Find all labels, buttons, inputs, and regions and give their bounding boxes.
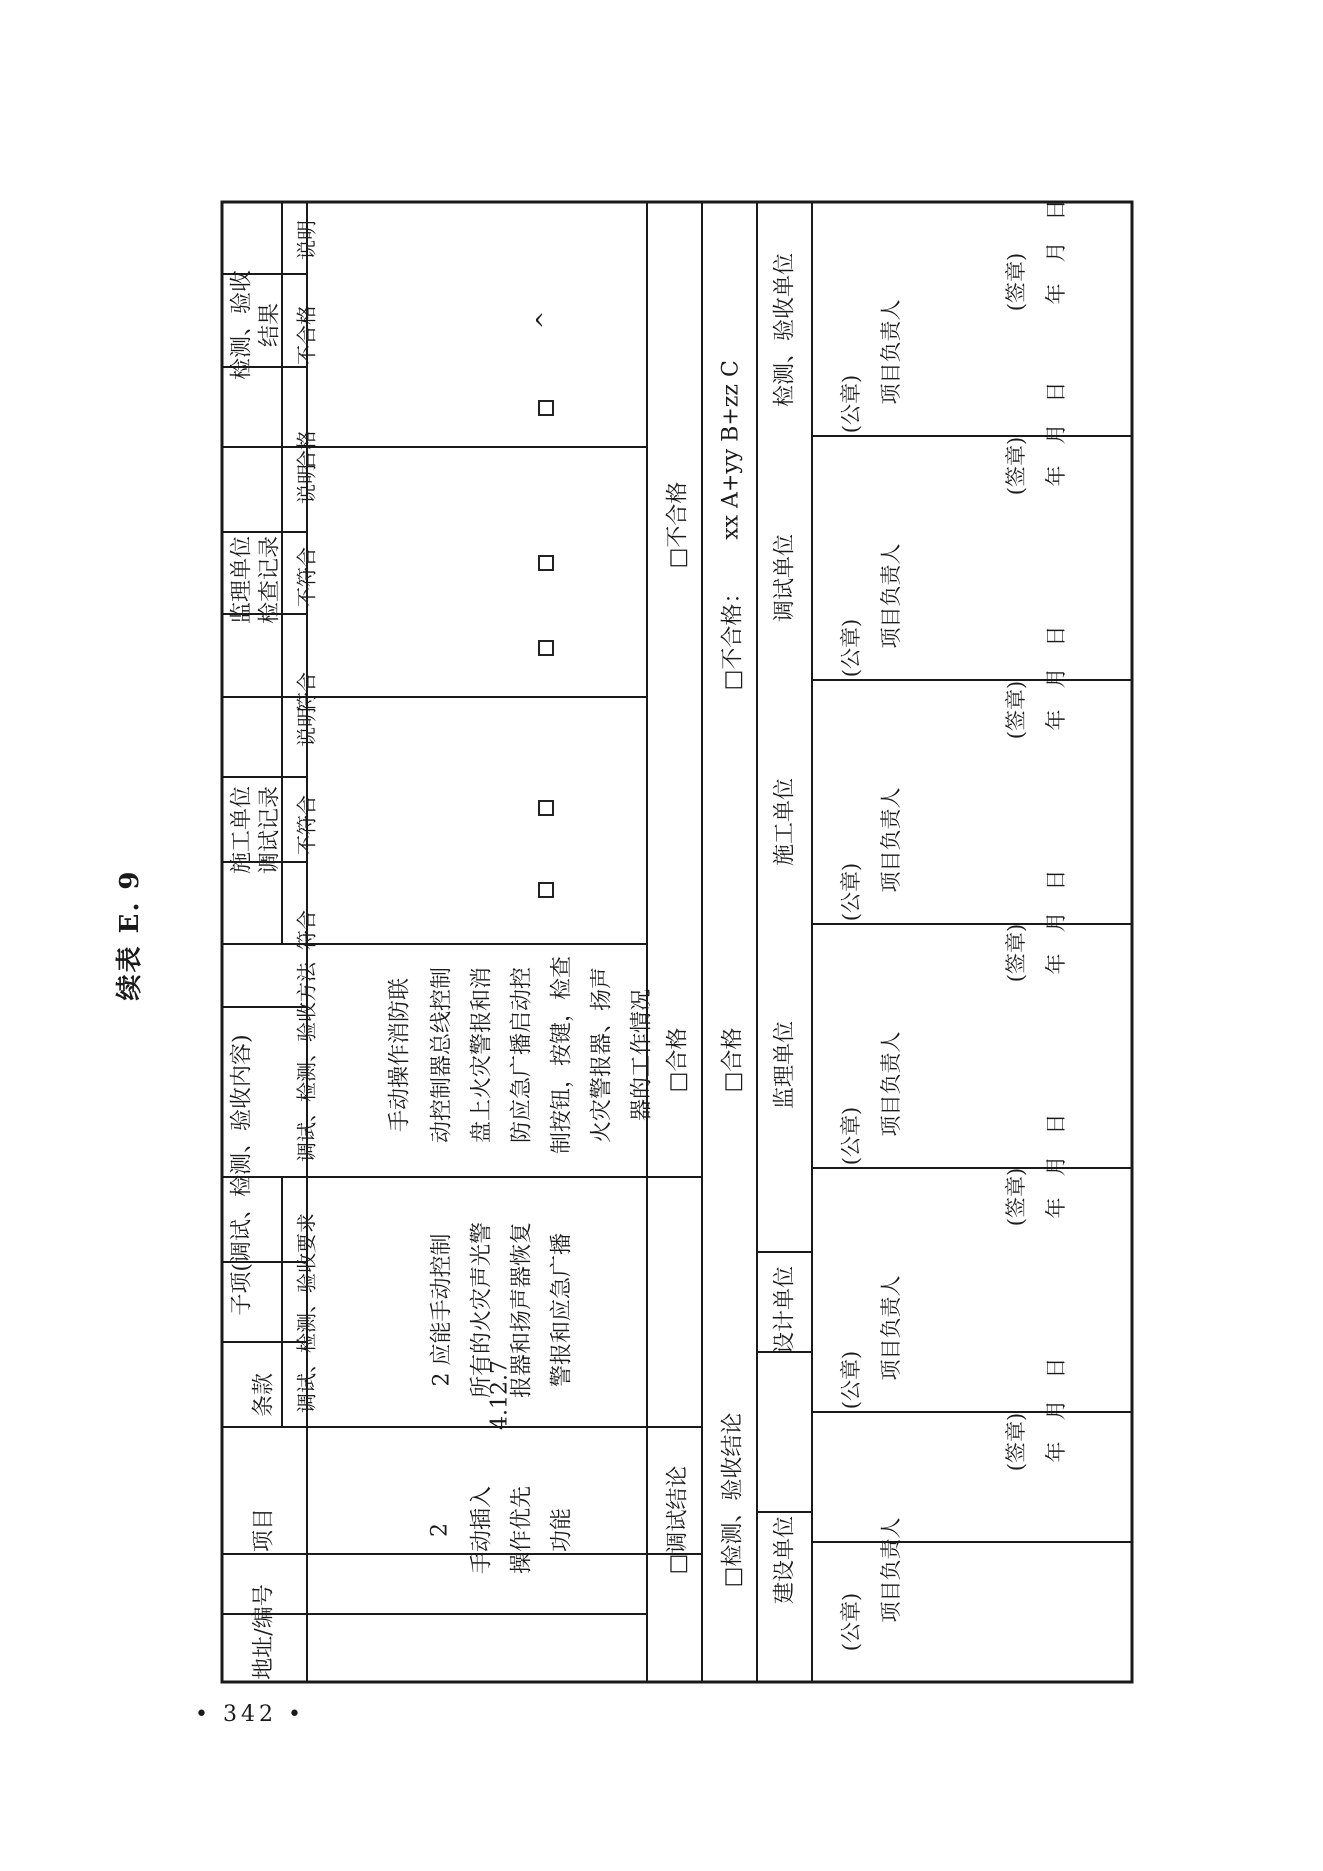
acceptance-conclusion-unqualified[interactable]: □不合格：	[720, 581, 746, 691]
seal-label-2: (公章)	[839, 1350, 863, 1410]
sign-label-4: (签章)	[1004, 680, 1028, 740]
project-line-1: 2	[427, 1523, 453, 1537]
header-construction-nonconform: 不符合	[294, 795, 319, 855]
date-label-6: 年 月 日	[1044, 199, 1068, 305]
header-inspection-line1: 检测、验收	[229, 269, 255, 381]
project-line-3: 操作优先	[509, 1485, 535, 1575]
requirement-line-4: 警报和应急广播	[549, 1232, 575, 1388]
sign-label-5: (签章)	[1004, 436, 1028, 496]
acceptance-conclusion-formula: xx A+yy B+zz C	[718, 360, 744, 540]
header-clause: 条款	[251, 1372, 277, 1418]
header-construction-line1: 施工单位	[229, 785, 255, 875]
header-project: 项目	[251, 1507, 277, 1553]
seal-label-1: (公章)	[839, 1592, 863, 1652]
date-label-2: 年 月 日	[1044, 1113, 1068, 1219]
unit-debug: 调试单位	[772, 533, 798, 623]
header-supervision-conform: 符合	[294, 672, 319, 712]
seal-label-5: (公章)	[839, 618, 863, 678]
acceptance-conclusion-label: □检测、验收结论	[720, 1412, 746, 1588]
sign-label-6: (签章)	[1004, 252, 1028, 312]
supervision-conform-checkbox[interactable]	[538, 640, 554, 656]
responsible-label-4: 项目负责人	[879, 787, 903, 893]
requirement-line-1: 2 应能手动控制	[429, 1233, 455, 1387]
supervision-nonconform-checkbox[interactable]	[538, 555, 554, 571]
method-line-5: 制按钮，按键，检查	[549, 955, 575, 1155]
header-inspection-line2: 结果	[257, 302, 283, 348]
unit-construction: 施工单位	[772, 777, 798, 867]
header-inspection-unqualified: 不合格	[294, 305, 319, 365]
method-line-3: 盘上火灾警报和消	[469, 966, 495, 1144]
header-subitem: 子项(调试、检测、验收内容)	[229, 1034, 255, 1316]
date-label-3: 年 月 日	[1044, 869, 1068, 975]
header-construction-line2: 调试记录	[257, 785, 283, 875]
unit-design: 设计单位	[772, 1265, 798, 1355]
construction-nonconform-checkbox[interactable]	[538, 800, 554, 816]
project-line-4: 功能	[549, 1507, 575, 1553]
debug-conclusion-unqualified[interactable]: □不合格	[665, 481, 691, 569]
requirement-line-3: 报器和扬声器恢复	[509, 1221, 535, 1399]
responsible-label-3: 项目负责人	[879, 1031, 903, 1137]
responsible-label-1: 项目负责人	[879, 1517, 903, 1623]
method-line-7: 器的工作情况	[629, 988, 655, 1122]
seal-label-6: (公章)	[839, 374, 863, 434]
header-method: 调试、检测、验收方法	[294, 962, 319, 1162]
header-construction-note: 说明	[294, 707, 319, 747]
unit-inspection: 检测、验收单位	[772, 252, 798, 408]
seal-label-3: (公章)	[839, 1106, 863, 1166]
header-supervision-line2: 检查记录	[257, 535, 283, 625]
clause-value: 4.12.7	[487, 1360, 513, 1430]
sign-label-3: (签章)	[1004, 923, 1028, 983]
method-line-6: 火灾警报器、扬声	[589, 966, 615, 1144]
method-line-4: 防应急广播启动控	[509, 966, 535, 1144]
header-inspection-qualified: 合格	[294, 430, 319, 470]
header-inspection-note: 说明	[294, 220, 319, 260]
date-label-1: 年 月 日	[1044, 1357, 1068, 1463]
date-label-5: 年 月 日	[1044, 381, 1068, 487]
acceptance-table	[222, 199, 1132, 1682]
requirement-line-2: 所有的火灾声光警	[469, 1221, 495, 1399]
page-title: 续表 E. 9	[115, 869, 145, 1001]
header-supervision-line1: 监理单位	[229, 535, 255, 625]
header-construction-conform: 符合	[294, 910, 319, 950]
header-address: 地址/编号	[251, 1584, 277, 1680]
inspection-unqualified-mark: ^	[533, 310, 559, 330]
method-line-2: 动控制器总线控制	[429, 966, 455, 1144]
table-grid-lines	[222, 199, 1132, 1682]
seal-label-4: (公章)	[839, 862, 863, 922]
inspection-qualified-checkbox[interactable]	[538, 400, 554, 416]
header-requirement: 调试、检测、验收要求	[294, 1213, 319, 1413]
unit-supervision: 监理单位	[772, 1020, 798, 1110]
unit-construction-owner: 建设单位	[772, 1515, 798, 1605]
responsible-label-2: 项目负责人	[879, 1275, 903, 1381]
debug-conclusion-label: □调试结论	[665, 1465, 691, 1575]
construction-conform-checkbox[interactable]	[538, 882, 554, 898]
sign-label-1: (签章)	[1004, 1412, 1028, 1472]
acceptance-conclusion-qualified[interactable]: □合格	[720, 1027, 746, 1093]
responsible-label-5: 项目负责人	[879, 543, 903, 649]
responsible-label-6: 项目负责人	[879, 299, 903, 405]
header-supervision-note: 说明	[294, 464, 319, 504]
header-supervision-nonconform: 不符合	[294, 547, 319, 607]
debug-conclusion-qualified[interactable]: □合格	[665, 1027, 691, 1093]
page-number: • 342 •	[195, 1702, 305, 1727]
date-label-4: 年 月 日	[1044, 625, 1068, 731]
sign-label-2: (签章)	[1004, 1167, 1028, 1227]
project-line-2: 手动插入	[469, 1485, 495, 1575]
method-line-1: 手动操作消防联	[387, 977, 413, 1133]
